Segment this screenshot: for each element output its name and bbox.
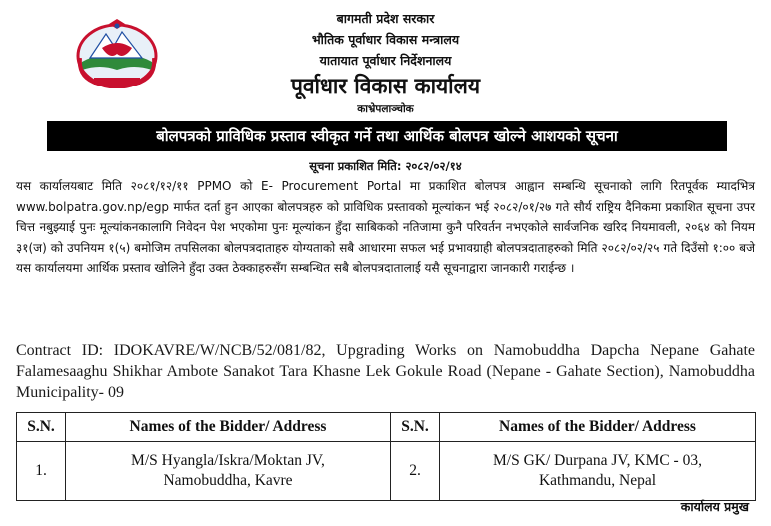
notice-title-banner: बोलपत्रको प्राविधिक प्रस्ताव स्वीकृत गर्ने तथा आर्थिक बोलपत्र खोल्ने आशयको सूचना: [47, 121, 727, 151]
contract-description: Contract ID: IDOKAVRE/W/NCB/52/081/82, Upgrading Works on Namobuddha Dapcha Nepane Gahate Falamesaaghu Shikhar Ambote Sanakot Tara Khasne Lek Gokule Road (Nepane - Gahate Section), Namobuddha Municipality- 09: [16, 342, 755, 401]
bidder-name-2-line2: Kathmandu, Nepal: [538, 472, 657, 489]
publication-date: सूचना प्रकाशित मिति: २०८२/०२/१४: [309, 159, 462, 173]
notice-body: यस कार्यालयबाट मिति २०८१/१२/११ PPMO को E- Procurement Portal मा प्रकाशित बोलपत्र आह्वान सम्बन्धि सूचनाको लागि रितपूर्वक म्यादभित्र www.bolpatra.gov.np/egp मार्फत दर्ता हुन आएका बोलपत्रहरु को प्राविधिक प्रस्तावको मूल्यांकन भई २०८२/०१/२७ गते सौर्य राष्ट्रिय दैनिकमा प्रकाशित सूचना उपर चित्त नबुझ्याई पुनः मूल्यांकनकालागि निवेदन पेश भएकोमा पुनः मूल्यांकन हुँदा साबिकको नतिजामा कुनै परिवर्तन नभएकोले सार्वजनिक खरिद नियमावली, २०६४ को नियम ३१(ज) को उपनियम १(५) बमोजिम तपसिलका बोलपत्रदाताहरु योग्यताको सबै आधारमा सफल भई प्रभावग्राही बोलपत्रदाताहरुको मिति २०८२/०२/२५ गते दिउँसो १:०० बजे यस कार्यालयमा आर्थिक प्रस्ताव खोलिने हुँदा उक्त ठेक्काहरुसँग सम्बन्धित सबै बोलपत्रदातालाई यसै सूचनाद्वारा जानकारी गराईन्छ ।: [16, 179, 755, 275]
district-name: काभ्रेपलाञ्चोक: [357, 103, 414, 115]
bidders-table: [16, 412, 756, 501]
table-header-row: [17, 413, 756, 442]
header-sn-1: S.N.: [17, 413, 66, 442]
header-sn-2: S.N.: [391, 413, 440, 442]
office-chief-signature: कार्यालय प्रमुख: [680, 499, 749, 514]
bidder-name-1-line2: Namobuddha, Kavre: [163, 472, 293, 489]
ministry-name: भौतिक पूर्वाधार विकास मन्त्रालय: [311, 32, 460, 47]
province-government: बागमती प्रदेश सरकार: [336, 11, 435, 26]
bidder-name-1-line1: M/S Hyangla/Iskra/Moktan JV,: [131, 452, 325, 469]
bidder-sn-1: 1.: [17, 442, 66, 501]
bidder-name-2: [440, 442, 756, 501]
bidder-name-1: [66, 442, 391, 501]
table-row: [17, 442, 756, 501]
office-title: पूर्वाधार विकास कार्यालय: [290, 74, 481, 98]
header-bidder-1: Names of the Bidder/ Address: [66, 413, 391, 442]
header-bidder-2: Names of the Bidder/ Address: [440, 413, 756, 442]
directorate-name: यातायात पूर्वाधार निर्देशनालय: [319, 53, 452, 68]
bidder-name-2-line1: M/S GK/ Durpana JV, KMC - 03,: [493, 452, 702, 469]
bidder-sn-2: 2.: [391, 442, 440, 501]
